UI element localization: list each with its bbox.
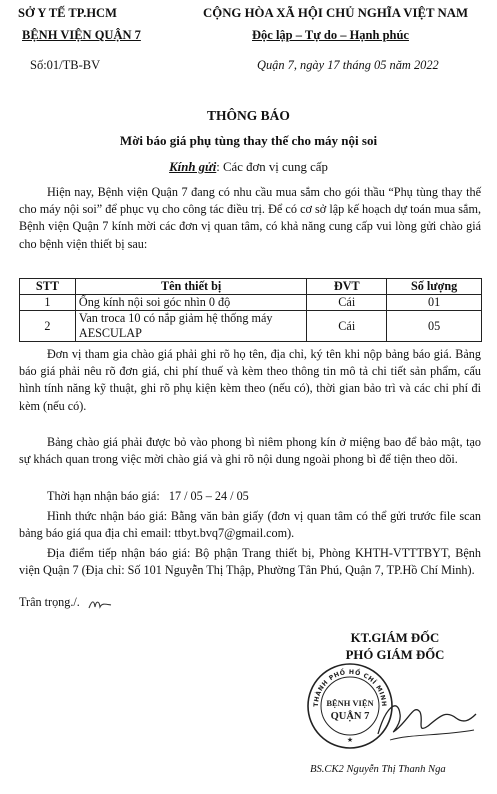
seal-center-line-1: BỆNH VIỆN [326,698,374,708]
hospital-name: BỆNH VIỆN QUẬN 7 [22,28,141,42]
signer-name: BS.CK2 Nguyễn Thị Thanh Nga [310,764,446,775]
cell-stt: 2 [20,311,76,342]
closing-text: Trân trọng./. [19,595,80,609]
handwritten-signature-icon [370,690,480,746]
equipment-table [19,278,482,342]
cell-stt: 1 [20,295,76,311]
svg-text:★: ★ [346,736,354,744]
recipient-label: Kính gửi [169,160,217,174]
table-row [20,311,482,342]
paragraph-envelope: Bảng chào giá phải được bỏ vào phong bì niêm phong kín ở miệng bao để bảo mật, tạo sự khách quan trong việc mời chào giá và ghi rõ nội dung ngoài phong bì để tiện theo dõi. [19,435,481,467]
cell-qty: 05 [387,311,482,342]
paragraph-requirements: Đơn vị tham gia chào giá phải ghi rõ họ tên, địa chỉ, ký tên khi nộp bảng báo giá. Bảng báo giá phải nêu rõ đơn giá, chi phí thuế và kèm theo thông tin mô tả chi tiết sản phẩm, cấu hình tính năng kỹ thuật, ghi rõ phụ kiện kèm theo (nếu có), thời gian bảo trì và các chi phí đi kèm (nếu có). [19,347,481,413]
initials-mark-icon [87,596,113,612]
cell-name: Van troca 10 có nắp giảm hệ thống máy AESCULAP [75,311,306,342]
notice-subject: Mời báo giá phụ tùng thay thế cho máy nội soi [119,133,378,148]
signature-title-1: KT.GIÁM ĐỐC [350,631,440,645]
signature-block [300,630,490,664]
signature-title-2: PHÓ GIÁM ĐỐC [345,648,445,662]
paragraph-submission-form: Hình thức nhận báo giá: Bằng văn bản giấy (đơn vị quan tâm có thể gửi trước file scan bảng báo giá qua địa chỉ email: ttbyt.bvq7@gmail.com). [19,509,481,541]
cell-unit: Cái [307,295,387,311]
ministry-name: SỞ Y TẾ TP.HCM [18,6,117,20]
cell-qty: 01 [387,295,482,311]
table-row [20,295,482,311]
table-header-row [20,279,482,295]
notice-heading: THÔNG BÁO [207,108,290,123]
recipient-line [0,160,497,175]
nation-name: CỘNG HÒA XÃ HỘI CHỦ NGHĨA VIỆT NAM [203,6,469,20]
col-header-stt: STT [20,279,76,295]
paragraph-deadline: Thời hạn nhận báo giá: 17 / 05 – 24 / 05 [47,489,249,503]
cell-unit: Cái [307,311,387,342]
recipient-text: : Các đơn vị cung cấp [216,160,328,174]
intro-paragraph: Hiện nay, Bệnh viện Quận 7 đang có nhu cầu mua sắm cho gói thầu “Phụ tùng thay thế cho máy nội soi” để phục vụ cho công tác điều trị. Để có cơ sở lập kế hoạch dự toán mua sắm, Bệnh viện Quận 7 kính mời các đơn vị quan tâm, có khả năng cung cấp vui lòng gửi chào giá cho bệnh viện thiết bị sau: [19,185,481,251]
national-motto: Độc lập – Tự do – Hạnh phúc [252,28,409,42]
document-number: Số:01/TB-BV [30,58,101,72]
seal-ring-text: THÀNH PHỐ HỒ CHÍ MINH [312,668,388,708]
document-date: Quận 7, ngày 17 tháng 05 năm 2022 [257,58,439,72]
col-header-unit: ĐVT [307,279,387,295]
col-header-qty: Số lượng [387,279,482,295]
paragraph-location: Địa điểm tiếp nhận báo giá: Bộ phận Trang thiết bị, Phòng KHTH-VTTTBYT, Bệnh viện Quận 7 (Địa chỉ: Số 101 Nguyễn Thị Thập, Phường Tân Phú, Quận 7, TP.Hồ Chí Minh). [19,546,481,578]
col-header-name: Tên thiết bị [75,279,306,295]
seal-center-line-2: QUẬN 7 [330,711,370,722]
cell-name: Ống kính nội soi góc nhìn 0 độ [75,295,306,311]
